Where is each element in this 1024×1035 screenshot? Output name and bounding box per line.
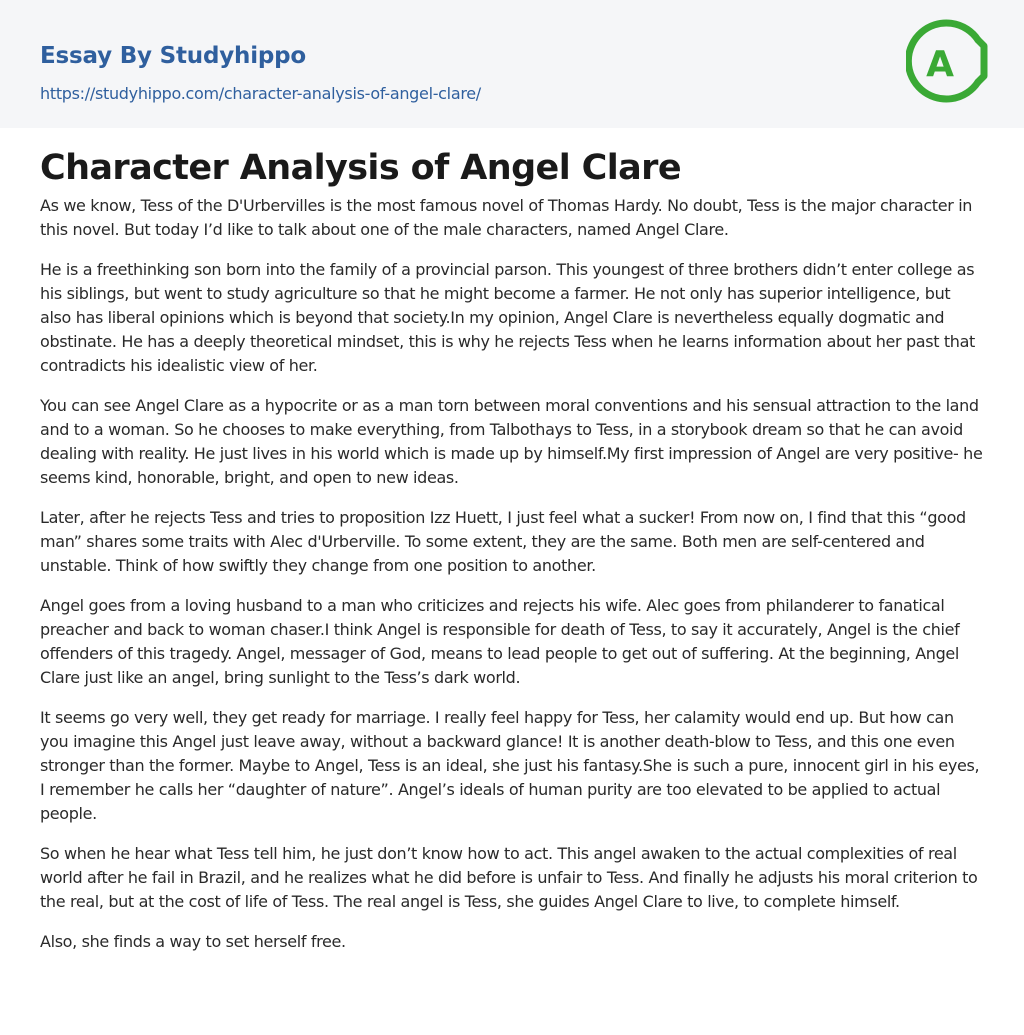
- essay-body: [40, 194, 984, 970]
- page-title: Character Analysis of Angel Clare: [40, 148, 681, 188]
- paragraph: He is a freethinking son born into the family of a provincial parson. This youngest of three brothers didn’t enter college as his siblings, but went to study agriculture so that he might become a farmer. He not only has superior intelligence, but also has liberal opinions which is beyond that society.In my opinion, Angel Clare is nevertheless equally dogmatic and obstinate. He has a deeply theoretical mindset, this is why he rejects Tess when he learns information about her past that contradicts his idealistic view of her.: [40, 260, 975, 375]
- paragraph: You can see Angel Clare as a hypocrite or as a man torn between moral conventions and his sensual attraction to the land and to a woman. So he chooses to make everything, from Talbothays to Tess, in a storybook dream so that he can avoid dealing with reality. He just lives in his world which is made up by himself.My first impression of Angel are very positive- he seems kind, honorable, bright, and open to new ideas.: [40, 396, 983, 487]
- paragraph: So when he hear what Tess tell him, he just don’t know how to act. This angel awaken to the actual complexities of real world after he fail in Brazil, and he realizes what he did before is unfair to Tess. And finally he adjusts his moral criterion to the real, but at the cost of life of Tess. The real angel is Tess, she guides Angel Clare to live, to complete himself.: [40, 844, 978, 911]
- logo-letter: A: [926, 44, 954, 85]
- studyhippo-logo-icon[interactable]: [906, 18, 992, 104]
- paragraph: As we know, Tess of the D'Urbervilles is the most famous novel of Thomas Hardy. No doubt, Tess is the major character in this novel. But today I’d like to talk about one of the male characters, named Angel Clare.: [40, 196, 973, 239]
- paragraph: Later, after he rejects Tess and tries to proposition Izz Huett, I just feel what a sucker! From now on, I find that this “good man” shares some traits with Alec d'Urberville. To some extent, they are the same. Both men are self-centered and unstable. Think of how swiftly they change from one position to another.: [40, 508, 966, 575]
- brand-title[interactable]: Essay By Studyhippo: [40, 43, 307, 69]
- source-url-link[interactable]: https://studyhippo.com/character-analysis-of-angel-clare/: [40, 84, 481, 103]
- paragraph: Angel goes from a loving husband to a man who criticizes and rejects his wife. Alec goes from philanderer to fanatical preacher and back to woman chaser.I think Angel is responsible for death of Tess, to say it accurately, Angel is the chief offenders of this tragedy. Angel, messager of God, means to lead people to get out of suffering. At the beginning, Angel Clare just like an angel, bring sunlight to the Tess’s dark world.: [40, 596, 960, 687]
- paragraph: Also, she finds a way to set herself free.: [40, 932, 346, 951]
- paragraph: It seems go very well, they get ready for marriage. I really feel happy for Tess, her calamity would end up. But how can you imagine this Angel just leave away, without a backward glance! It is another death-blow to Tess, and this one even stronger than the former. Maybe to Angel, Tess is an ideal, she just his fantasy.She is such a pure, innocent girl in his eyes, I remember he calls her “daughter of nature”. Angel’s ideals of human purity are too elevated to be applied to actual people.: [40, 708, 980, 823]
